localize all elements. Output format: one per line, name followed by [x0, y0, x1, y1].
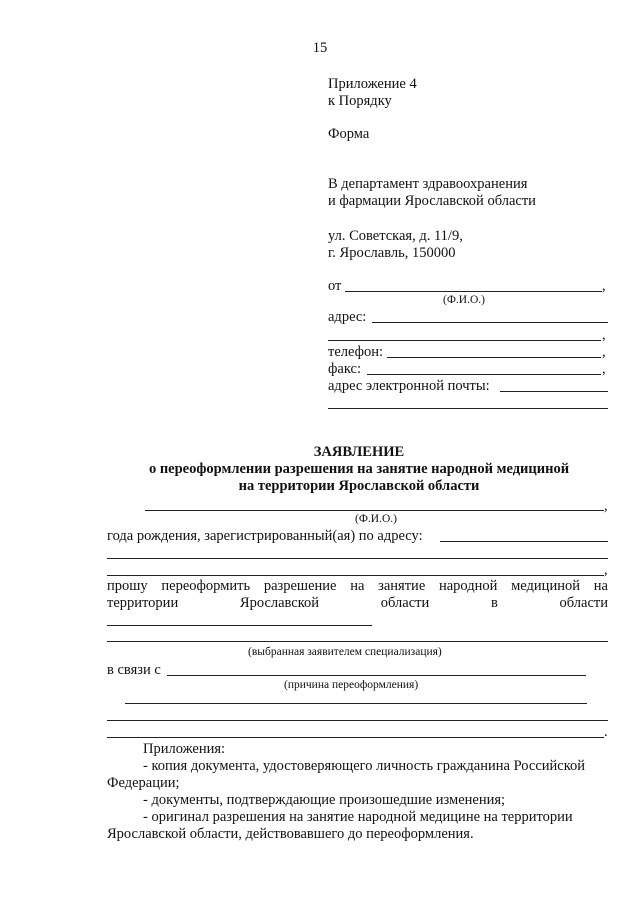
- from-fill-line[interactable]: [345, 291, 602, 292]
- fax-fill-line[interactable]: [367, 374, 601, 375]
- email-label: адрес электронной почты:: [328, 378, 490, 394]
- recipient-line1: В департамент здравоохранения: [328, 176, 528, 192]
- specialization-line-2[interactable]: [107, 641, 608, 642]
- address-fill-line-2[interactable]: [328, 340, 601, 341]
- document-subtitle-line2: на территории Ярославской области: [238, 478, 480, 494]
- page-number: 15: [312, 40, 328, 56]
- attachment-item-3-cont: Ярославской области, действовавшего до переоформления.: [107, 826, 474, 842]
- request-word: занятие: [378, 578, 426, 594]
- form-label: Форма: [328, 126, 370, 142]
- reason-line[interactable]: [167, 675, 586, 676]
- phone-fill-line[interactable]: [387, 357, 601, 358]
- appendix-line1: Приложение 4: [328, 76, 417, 92]
- phone-comma: ,: [602, 344, 606, 360]
- registration-address-line-3[interactable]: [107, 575, 604, 576]
- address-label: адрес:: [328, 309, 367, 325]
- territory-word: территории: [107, 595, 179, 611]
- reason-line-4[interactable]: [107, 737, 604, 738]
- territory-word: в: [490, 595, 498, 611]
- registration-comma: ,: [604, 562, 608, 578]
- fax-comma: ,: [602, 361, 606, 377]
- request-word: народной: [438, 578, 498, 594]
- address-comma: ,: [602, 327, 606, 343]
- request-word: разрешение: [263, 578, 337, 594]
- applicant-fio-line[interactable]: [145, 510, 604, 511]
- address-line2: г. Ярославль, 150000: [328, 245, 456, 261]
- reason-period: .: [604, 724, 608, 740]
- specialization-caption: (выбранная заявителем специализация): [248, 646, 442, 658]
- appendix-line2: к Порядку: [328, 93, 392, 109]
- email-fill-line-2[interactable]: [328, 408, 608, 409]
- from-comma: ,: [602, 278, 606, 294]
- attachments-heading: Приложения:: [143, 741, 226, 757]
- recipient-line2: и фармации Ярославской области: [328, 193, 536, 209]
- address-fill-line[interactable]: [372, 322, 608, 323]
- phone-label: телефон:: [328, 344, 384, 360]
- reason-caption: (причина переоформления): [284, 679, 419, 691]
- attachment-item-2: - документы, подтверждающие произошедшие изменения;: [143, 792, 506, 808]
- attachment-item-3: - оригинал разрешения на занятие народной медицине на территории: [143, 809, 573, 825]
- reason-line-2[interactable]: [125, 703, 587, 704]
- due-to-label: в связи с: [107, 662, 161, 678]
- fio-caption-header: (Ф.И.О.): [443, 294, 485, 306]
- document-subtitle-line1: о переоформлении разрешения на занятие народной медициной: [148, 461, 570, 477]
- territory-word: области: [559, 595, 608, 611]
- attachment-item-1-cont: Федерации;: [107, 775, 180, 791]
- registration-address-line[interactable]: [440, 541, 608, 542]
- request-word: медициной: [511, 578, 580, 594]
- request-word: на: [350, 578, 365, 594]
- territory-word: Ярославской: [239, 595, 320, 611]
- request-word: на: [593, 578, 608, 594]
- fio-caption-body: (Ф.И.О.): [355, 513, 397, 525]
- document-title: ЗАЯВЛЕНИЕ: [313, 444, 405, 460]
- email-fill-line[interactable]: [500, 391, 608, 392]
- birth-registration-text: года рождения, зарегистрированный(ая) по адресу:: [107, 528, 423, 544]
- registration-address-line-2[interactable]: [107, 558, 608, 559]
- from-label: от: [328, 278, 342, 294]
- attachment-item-1: - копия документа, удостоверяющего личность гражданина Российской: [143, 758, 586, 774]
- reason-line-3[interactable]: [107, 720, 608, 721]
- territory-line: [107, 594, 608, 612]
- request-word: переоформить: [161, 578, 251, 594]
- request-line: [107, 577, 608, 595]
- fax-label: факс:: [328, 361, 361, 377]
- request-word: прошу: [107, 578, 148, 594]
- fio-comma: ,: [604, 498, 608, 514]
- address-line1: ул. Советская, д. 11/9,: [328, 228, 463, 244]
- territory-word: области: [380, 595, 430, 611]
- specialization-line-1[interactable]: [107, 625, 372, 626]
